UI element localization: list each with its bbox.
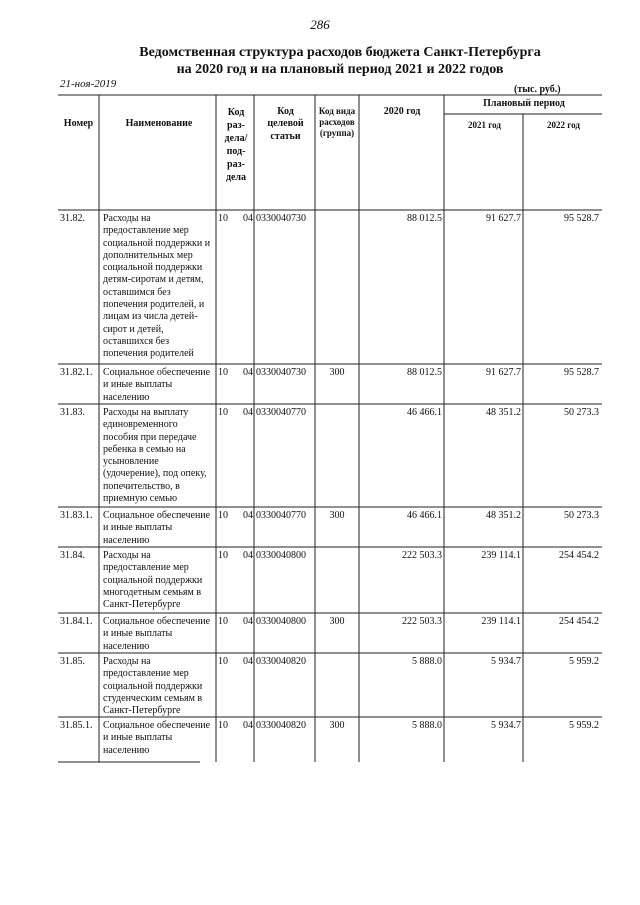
- row-name: Расходы на предоставление мер социальной поддержки и дополнительных мер социальной поддержки детям-сиротам и детям, оставшимся без попечения родителей, и лицам из числа детей-сирот и детей, оставшихся без попечения родителей: [103, 213, 211, 360]
- header-2022: 2022 год: [547, 120, 580, 130]
- row-section: 10: [218, 656, 228, 667]
- row-name: Социальное обеспечение и иные выплаты населению: [103, 720, 211, 756]
- row-value-2022: 254 454.2: [559, 550, 599, 561]
- row-target-code: 0330040730: [256, 213, 306, 224]
- row-value-2022: 50 273.3: [564, 510, 599, 521]
- header-number: Номер: [63, 118, 94, 129]
- header-section-code: Код раз- дела/ под- раз- дела: [224, 107, 248, 183]
- row-number: 31.83.: [60, 407, 85, 418]
- row-section: 10: [218, 616, 228, 627]
- row-value-2021: 48 351.2: [486, 510, 521, 521]
- row-value-2021: 239 114.1: [481, 550, 521, 561]
- row-value-2020: 5 888.0: [412, 720, 442, 731]
- row-name: Расходы на выплату единовременного пособия при передаче ребенка в семью на усыновление (удочерение), под опеку, попечительство, в приемную семью: [103, 407, 207, 505]
- row-number: 31.82.: [60, 213, 85, 224]
- row-section: 10: [218, 510, 228, 521]
- row-target-code: 0330040800: [256, 616, 306, 627]
- row-expense-type: 300: [329, 510, 345, 521]
- row-name: Расходы на предоставление мер социальной поддержки многодетным семьям в Санкт-Петербурге: [103, 550, 203, 611]
- row-value-2021: 5 934.7: [491, 656, 521, 667]
- header-target-code: Код целевой статьи: [267, 106, 304, 142]
- row-subsection: 04: [243, 616, 253, 627]
- row-value-2020: 88 012.5: [407, 367, 442, 378]
- row-value-2021: 5 934.7: [491, 720, 521, 731]
- row-section: 10: [218, 550, 228, 561]
- row-target-code: 0330040770: [256, 510, 306, 521]
- row-name: Социальное обеспечение и иные выплаты населению: [103, 367, 211, 403]
- header-planned-period: Плановый период: [483, 98, 565, 109]
- row-value-2022: 5 959.2: [569, 720, 599, 731]
- row-subsection: 04: [243, 407, 253, 418]
- row-subsection: 04: [243, 656, 253, 667]
- row-subsection: 04: [243, 550, 253, 561]
- row-value-2021: 91 627.7: [486, 213, 521, 224]
- units-label: (тыс. руб.): [514, 84, 561, 95]
- row-target-code: 0330040800: [256, 550, 306, 561]
- header-expense-type: Код вида расходов (группа): [318, 106, 356, 138]
- row-subsection: 04: [243, 720, 253, 731]
- row-value-2021: 48 351.2: [486, 407, 521, 418]
- row-number: 31.84.1.: [60, 616, 93, 627]
- row-value-2021: 239 114.1: [481, 616, 521, 627]
- page-number: 286: [310, 17, 330, 32]
- title-line-1: Ведомственная структура расходов бюджета Санкт-Петербурга: [139, 45, 541, 60]
- row-name: Социальное обеспечение и иные выплаты населению: [103, 616, 211, 652]
- row-number: 31.82.1.: [60, 367, 93, 378]
- row-value-2020: 222 503.3: [402, 550, 442, 561]
- row-section: 10: [218, 367, 228, 378]
- row-value-2020: 88 012.5: [407, 213, 442, 224]
- row-number: 31.84.: [60, 550, 85, 561]
- row-target-code: 0330040820: [256, 720, 306, 731]
- row-subsection: 04: [243, 213, 253, 224]
- row-number: 31.85.1.: [60, 720, 93, 731]
- row-subsection: 04: [243, 367, 253, 378]
- row-value-2020: 5 888.0: [412, 656, 442, 667]
- row-target-code: 0330040770: [256, 407, 306, 418]
- row-value-2022: 254 454.2: [559, 616, 599, 627]
- row-expense-type: 300: [329, 367, 345, 378]
- row-section: 10: [218, 407, 228, 418]
- row-value-2022: 5 959.2: [569, 656, 599, 667]
- row-target-code: 0330040730: [256, 367, 306, 378]
- row-target-code: 0330040820: [256, 656, 306, 667]
- row-value-2020: 46 466.1: [407, 510, 442, 521]
- header-2021: 2021 год: [468, 120, 501, 130]
- row-value-2021: 91 627.7: [486, 367, 521, 378]
- row-name: Расходы на предоставление мер социальной поддержки студенческим семьям в Санкт-Петербурге: [103, 656, 203, 717]
- row-value-2020: 46 466.1: [407, 407, 442, 418]
- row-expense-type: 300: [329, 616, 345, 627]
- row-section: 10: [218, 720, 228, 731]
- row-value-2022: 95 528.7: [564, 367, 599, 378]
- row-value-2022: 95 528.7: [564, 213, 599, 224]
- row-section: 10: [218, 213, 228, 224]
- row-number: 31.85.: [60, 656, 85, 667]
- header-2020: 2020 год: [383, 106, 421, 117]
- title-line-2: на 2020 год и на плановый период 2021 и 2022 годов: [176, 62, 504, 77]
- row-subsection: 04: [243, 510, 253, 521]
- row-name: Социальное обеспечение и иные выплаты населению: [103, 510, 211, 546]
- report-date: 21-ноя-2019: [60, 78, 117, 90]
- row-value-2020: 222 503.3: [402, 616, 442, 627]
- row-value-2022: 50 273.3: [564, 407, 599, 418]
- header-name: Наименование: [125, 118, 193, 129]
- row-number: 31.83.1.: [60, 510, 93, 521]
- row-expense-type: 300: [329, 720, 345, 731]
